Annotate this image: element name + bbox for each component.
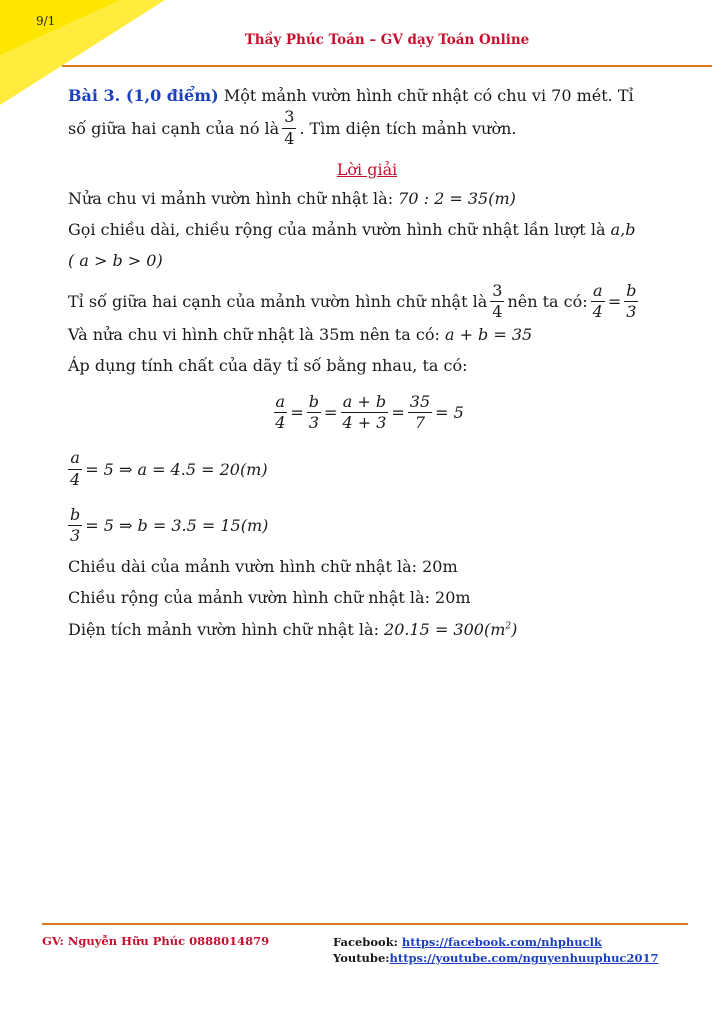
fraction-3-4: $\frac{3}{4}$	[284, 107, 295, 148]
result-b: $\frac{b}{3}$ = 5 ⇒ b = 3.5 = 15(m)	[70, 504, 269, 546]
equal-ratio-equation: $\frac{a}{4}$ = $\frac{b}{3}$ = $\frac{a + b}{4 + 3}$ = $\frac{35}{7}$ = 5	[275, 391, 464, 433]
problem-text-2b: . Tìm diện tích mảnh vườn.	[299, 118, 517, 138]
conclusion-length: Chiều dài của mảnh vườn hình chữ nhật là: 20m	[68, 557, 458, 577]
footer-divider	[42, 923, 688, 925]
footer-links: Facebook: https://facebook.com/nhphuclk Youtube:https://youtube.com/nguyenhuuphuc2017	[333, 935, 659, 966]
fraction-b-3: $\frac{b}{3}$	[626, 280, 637, 322]
header-divider	[62, 65, 712, 67]
result-a: $\frac{a}{4}$ = 5 ⇒ a = 4.5 = 20(m)	[70, 448, 268, 489]
page-header-title: Thầy Phúc Toán – GV dạy Toán Online	[244, 32, 530, 48]
solution-heading: Lời giải	[336, 159, 398, 179]
problem-label: Bài 3. (1,0 điểm)	[68, 86, 219, 105]
youtube-link[interactable]: https://youtube.com/nguyenhuuphuc2017	[389, 951, 659, 966]
problem-text-1: Một mảnh vườn hình chữ nhật có chu vi 70 mét. Tỉ	[218, 86, 634, 105]
solution-line-1: Nửa chu vi mảnh vườn hình chữ nhật là: 70 : 2 = 35(m)	[68, 188, 516, 208]
problem-text-2a: số giữa hai cạnh của nó là	[68, 118, 280, 138]
problem-line-1	[68, 84, 666, 107]
footer-teacher: GV: Nguyễn Hữu Phúc 0888014879	[42, 934, 270, 948]
fraction-a-4: $\frac{a}{4}$	[592, 280, 603, 322]
page-number: 9/1	[36, 14, 56, 28]
conclusion-area: Diện tích mảnh vườn hình chữ nhật là: $20.15 = 300(m^2)$	[68, 619, 518, 639]
solution-line-3: ( a > b > 0)	[68, 251, 163, 271]
conclusion-width: Chiều rộng của mảnh vườn hình chữ nhật là: 20m	[68, 588, 471, 608]
solution-line-5: Và nửa chu vi hình chữ nhật là 35m nên ta có: a + b = 35	[68, 325, 533, 345]
fraction-3-4: $\frac{3}{4}$	[492, 280, 503, 322]
solution-line-4: Tỉ số giữa hai cạnh của mảnh vườn hình chữ nhật là $\frac{3}{4}$ nên ta có: $\frac{a}{4}$ = $\frac{b}{3}$	[68, 280, 637, 322]
document-body	[68, 84, 666, 641]
solution-line-6: Áp dụng tính chất của dãy tỉ số bằng nhau, ta có:	[68, 356, 468, 376]
solution-line-2: Gọi chiều dài, chiều rộng của mảnh vườn hình chữ nhật lần lượt là a,b	[68, 220, 636, 240]
problem-line-2	[68, 107, 666, 150]
facebook-link[interactable]: https://facebook.com/nhphuclk	[401, 935, 602, 949]
